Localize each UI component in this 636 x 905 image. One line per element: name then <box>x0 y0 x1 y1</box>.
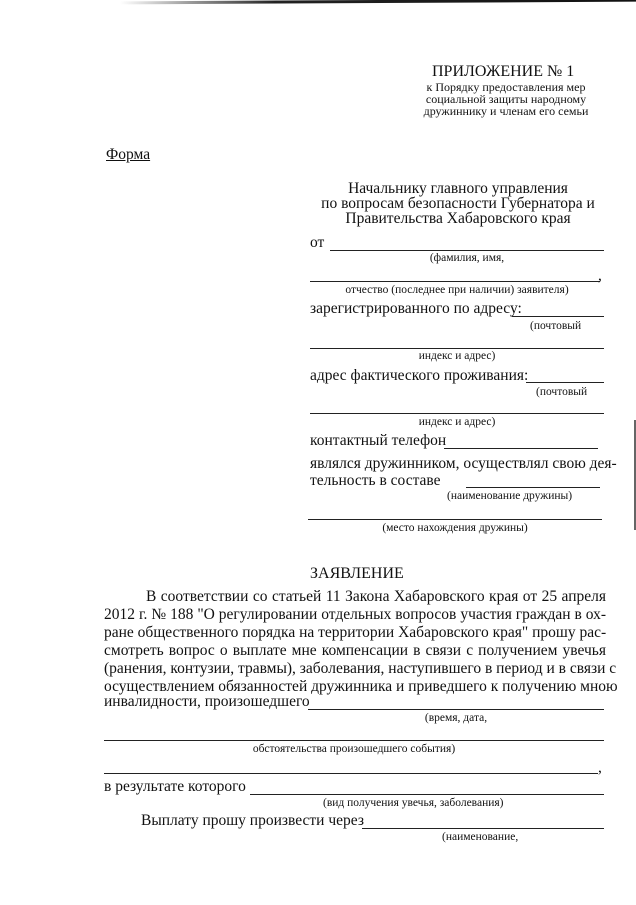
injury-field-line[interactable] <box>250 794 604 795</box>
statement-line-2: 2012 г. № 188 "О регулировании отдельных вопросов участия граждан в ох- <box>104 606 606 623</box>
hint-circumstances: обстоятельства произошедшего события) <box>252 743 456 755</box>
appendix-line-2: социальной защиты народному <box>425 92 587 106</box>
appendix-line-3: дружиннику и членам его семьи <box>423 104 589 118</box>
actual-address-field-line[interactable] <box>526 382 604 383</box>
circumstances-field-line[interactable] <box>104 740 604 741</box>
addressee-line-3: Правительства Хабаровского края <box>345 210 571 227</box>
payment-label: Выплату прошу произвести через <box>141 812 364 829</box>
statement-line-7: инвалидности, произошедшего <box>104 693 310 710</box>
hint-druzhina-place: (место нахождения дружины) <box>382 522 528 534</box>
hint-postal-1: (почтовый <box>530 320 582 332</box>
hint-patronymic: отчество (последнее при наличии) заявителя) <box>345 284 569 296</box>
registered-field-line-2[interactable] <box>310 348 604 349</box>
statement-heading: ЗАЯВЛЕНИЕ <box>310 565 404 582</box>
statement-line-4: смотреть вопрос о выплате мне компенсации в связи с получением увечья <box>104 642 606 659</box>
appendix-title: ПРИЛОЖЕНИЕ № 1 <box>432 63 575 80</box>
addressee-line-1: Начальнику главного управления <box>348 180 568 197</box>
druzhina-line-2: тельность в составе <box>310 472 441 489</box>
hint-index-1: индекс и адрес) <box>418 350 496 362</box>
scan-edge-top <box>120 0 636 4</box>
druzhina-field-line[interactable] <box>466 487 600 488</box>
statement-line-3: ране общественного порядка на территории Хабаровского края" прошу рас- <box>104 624 607 641</box>
actual-address-label: адрес фактического проживания: <box>310 367 529 384</box>
statement-line-6: осуществлением обязанностей дружинника и приведшего к получению мною <box>104 678 618 695</box>
patronymic-comma: , <box>598 267 602 284</box>
statement-line-5: (ранения, контузии, травмы), заболевания, наступившего в период и в связи с <box>104 660 617 677</box>
circumstances-comma: , <box>598 759 602 776</box>
result-label: в результате которого <box>104 778 246 795</box>
circumstances-field-line-2[interactable] <box>104 773 598 774</box>
druzhina-line-1: являлся дружинником, осуществлял свою дея- <box>310 455 617 472</box>
registered-label: зарегистрированного по адресу: <box>310 300 522 317</box>
hint-payment-name: (наименование, <box>442 831 519 843</box>
patronymic-field-line[interactable] <box>310 281 600 282</box>
registered-field-line[interactable] <box>512 316 604 317</box>
incident-field-line[interactable] <box>308 709 604 710</box>
payment-field-line[interactable] <box>362 828 604 829</box>
statement-line-1: В соответствии со статьей 11 Закона Хабаровского края от 25 апреля <box>146 588 606 605</box>
hint-injury: (вид получения увечья, заболевания) <box>323 797 504 809</box>
actual-address-field-line-2[interactable] <box>310 413 604 414</box>
phone-field-line[interactable] <box>444 448 598 449</box>
hint-postal-2: (почтовый <box>536 386 588 398</box>
name-field-line[interactable] <box>330 250 604 251</box>
phone-label: контактный телефон <box>310 432 447 449</box>
hint-name: (фамилия, имя, <box>429 252 505 264</box>
hint-druzhina-name: (наименование дружины) <box>447 490 573 502</box>
druzhina-place-field-line[interactable] <box>308 519 602 520</box>
appendix-line-1: к Порядку предоставления мер <box>426 80 586 94</box>
from-label: от <box>310 234 325 251</box>
addressee-line-2: по вопросам безопасности Губернатора и <box>321 195 595 212</box>
hint-index-2: индекс и адрес) <box>418 416 496 428</box>
form-label: Форма <box>106 146 151 163</box>
hint-time: (время, дата, <box>424 712 488 724</box>
